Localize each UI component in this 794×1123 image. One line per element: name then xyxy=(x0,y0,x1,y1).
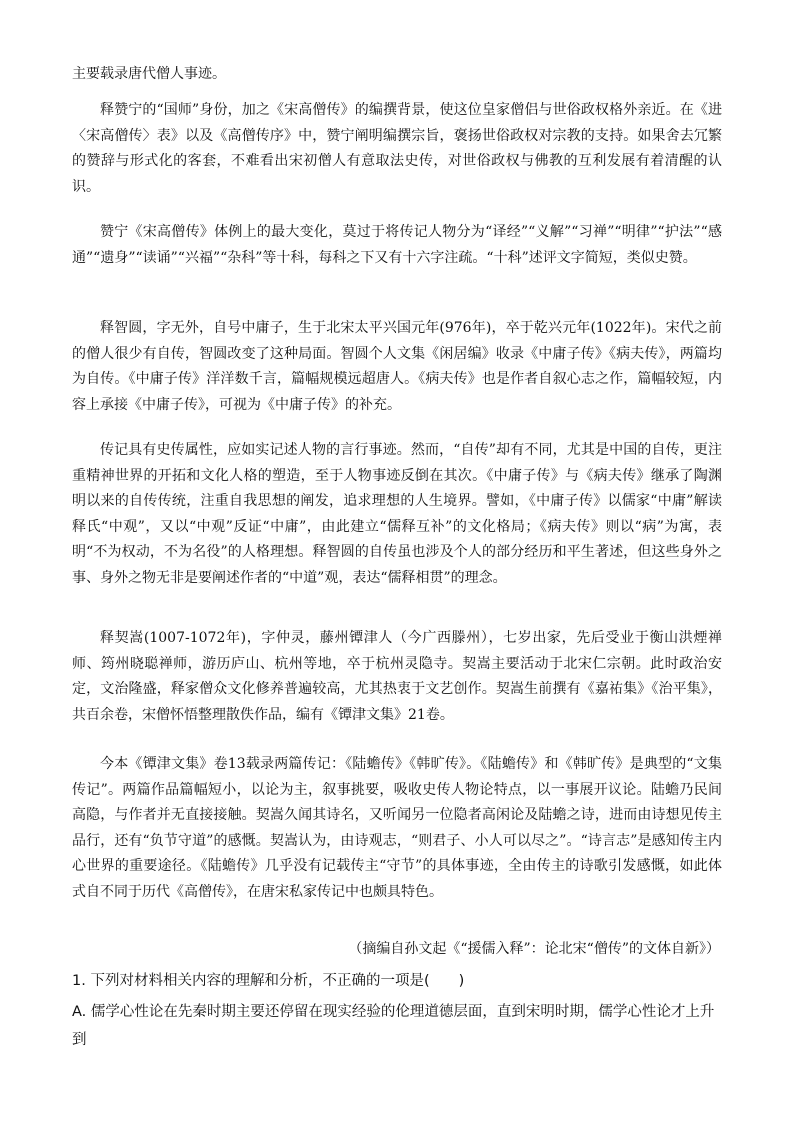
paragraph-7: 今本《镡津文集》卷13载录两篇传记：《陆蟾传》《韩旷传》。《陆蟾传》和《韩旷传》是典型的“文集传记”。两篇作品篇幅短小，以论为主，叙事挑要，吸收史传人物论特点，以一事展开议论。陆蟾乃民间高隐，与作者并无直接接触。契嵩久闻其诗名，又听闻另一位隐者高闲论及陆蟾之诗，进而由诗想见传主品行，还有“负节守道”的感慨。契嵩认为，由诗观志，“则君子、小人可以尽之”。“诗言志”是感知传主内心世界的重要途径。《陆蟾传》几乎没有记载传主“守节”的具体事迹，全由传主的诗歌引发感慨，如此体式自不同于历代《高僧传》，在唐宋私家传记中也颇具特色。 xyxy=(72,756,722,900)
paragraph-5: 传记具有史传属性，应如实记述人物的言行事迹。然而，“自传”却有不同，尤其是中国的自传，更注重精神世界的开拓和文化人格的塑造，至于人物事迹反倒在其次。《中庸子传》与《病夫传》继承了陶渊明以来的自传传统，注重自我思想的阐发，追求理想的人生境界。譬如，《中庸子传》以儒家“中庸”解读释氏“中观”，又以“中观”反证“中庸”，由此建立“儒释互补”的文化格局；《病夫传》则以“病”为寓，表明“不为权动，不为名役”的人格理想。释智圆的自传虽也涉及个人的部分经历和平生著述，但这些身外之事、身外之物无非是要阐述作者的“中道”观，表达“儒释相贯”的理念。 xyxy=(72,442,722,586)
paragraph-6: 释契嵩(1007-1072年)，字仲灵，藤州镡津人（今广西滕州），七岁出家，先后受业于衡山洪煙禅师、筠州晓聪禅师，游历庐山、杭州等地，卒于杭州灵隐寺。契嵩主要活动于北宋仁宗朝。此时政治安定，文治隆盛，释家僧众文化修养普遍较高，尤其热衷于文艺创作。契嵩生前撰有《嘉祐集》《治平集》，共百余卷，宋僧怀悟整理散佚作品，编有《镡津文集》21卷。 xyxy=(72,630,722,723)
question-option-a: A. 儒学心性论在先秦时期主要还停留在现实经验的伦理道德层面，直到宋明时期，儒学心性论才上升到 xyxy=(72,1004,715,1048)
paragraph-2: 释赞宁的“国师”身份，加之《宋高僧传》的编撰背景，使这位皇家僧侣与世俗政权格外亲近。在《进〈宋高僧传〉表》以及《高僧传序》中，赞宁阐明编撰宗旨，褒扬世俗政权对宗教的支持。如果舍去冗繁的赞辞与形式化的客套，不难看出宋初僧人有意取法史传，对世俗政权与佛教的互利发展有着清醒的认识。 xyxy=(72,102,722,195)
source-citation: （摘编自孙文起《“援儒入释”：论北宋“僧传”的文体自新》） xyxy=(348,941,720,957)
paragraph-4: 释智圆，字无外，自号中庸子，生于北宋太平兴国元年(976年)，卒于乾兴元年(1022年)。宋代之前的僧人很少有自传，智圆改变了这种局面。智圆个人文集《闲居编》收录《中庸子传》《病夫传》，两篇均为自传。《中庸子传》洋洋数千言，篇幅规模远超唐人。《病夫传》也是作者自叙心志之作，篇幅较短，内容上承接《中庸子传》，可视为《中庸子传》的补充。 xyxy=(72,320,722,413)
question-stem: 1. 下列对材料相关内容的理解和分析，不正确的一项是( ) xyxy=(72,973,465,989)
paragraph-1: 主要载录唐代僧人事迹。 xyxy=(72,66,226,82)
paragraph-3: 赞宁《宋高僧传》体例上的最大变化，莫过于将传记人物分为“译经”“义解”“习禅”“明律”“护法”“感通”“遗身”“读诵”“兴福”“杂科”等十科，每科之下又有十六字注疏。“十科”述评文字简短，类似史赞。 xyxy=(72,224,722,266)
